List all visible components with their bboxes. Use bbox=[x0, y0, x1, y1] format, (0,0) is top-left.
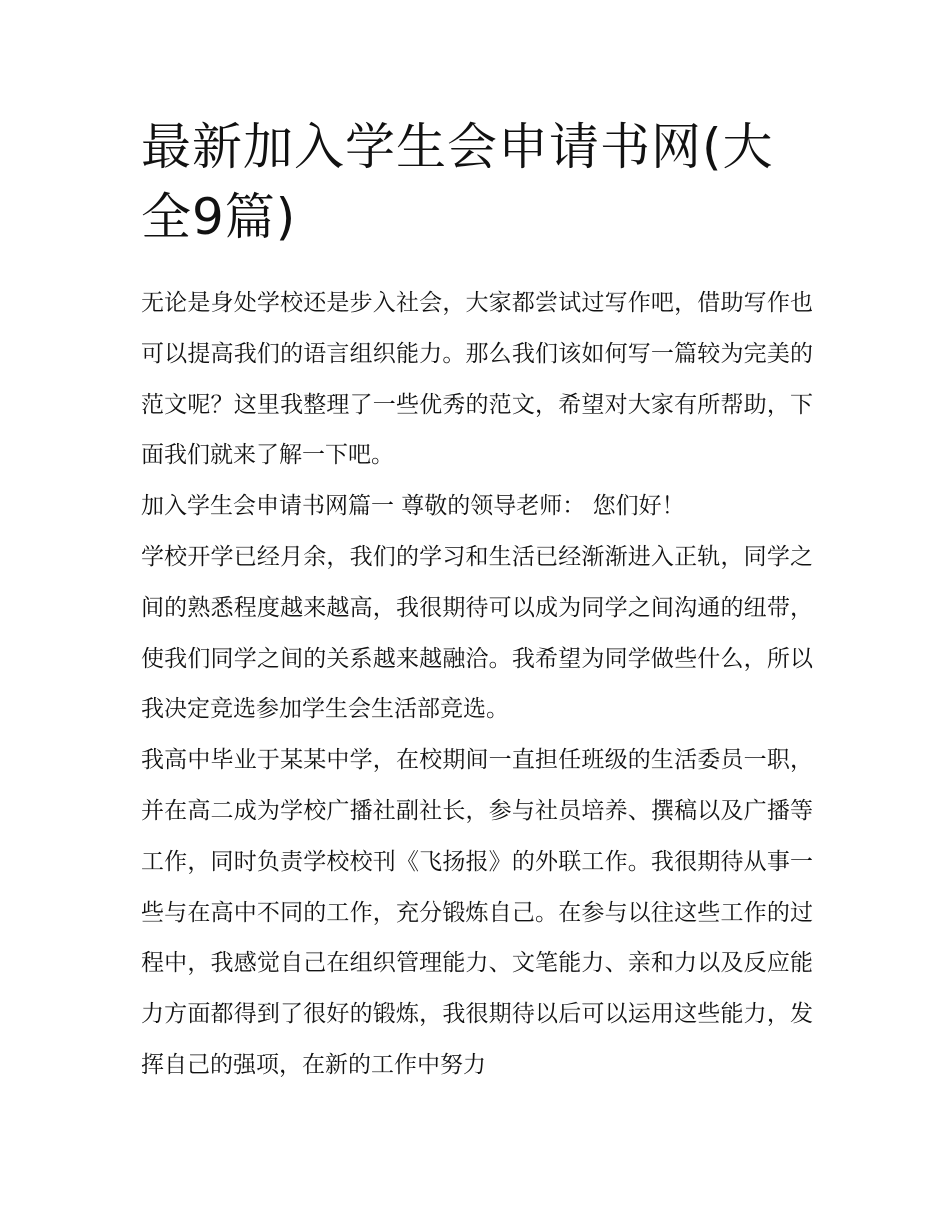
document-title: 最新加入学生会申请书网(大全9篇) bbox=[141, 118, 774, 246]
document-body bbox=[141, 278, 813, 1091]
document-page bbox=[141, 112, 813, 1091]
paragraph-motivation: 学校开学已经月余，我们的学习和生活已经渐渐进入正轨，同学之间的熟悉程度越来越高，我很期待可以成为同学之间沟通的纽带，使我们同学之间的关系越来越融洽。我希望为同学做些什么，所以我决定竞选参加学生会生活部竞选。 bbox=[141, 543, 813, 723]
paragraph-experience: 我高中毕业于某某中学，在校期间一直担任班级的生活委员一职，并在高二成为学校广播社副社长，参与社员培养、撰稿以及广播等工作，同时负责学校校刊《飞扬报》的外联工作。我很期待从事一些与在高中不同的工作，充分锻炼自己。在参与以往这些工作的过程中，我感觉自己在组织管理能力、文笔能力、亲和力以及反应能力方面都得到了很好的锻炼，我很期待以后可以运用这些能力，发挥自己的强项，在新的工作中努力 bbox=[141, 747, 813, 1078]
paragraph-salutation: 加入学生会申请书网篇一 尊敬的领导老师： 您们好！ bbox=[141, 493, 685, 520]
paragraph-intro: 无论是身处学校还是步入社会，大家都尝试过写作吧，借助写作也可以提高我们的语言组织能力。那么我们该如何写一篇较为完美的范文呢？这里我整理了一些优秀的范文，希望对大家有所帮助，下面我们就来了解一下吧。 bbox=[141, 290, 813, 469]
